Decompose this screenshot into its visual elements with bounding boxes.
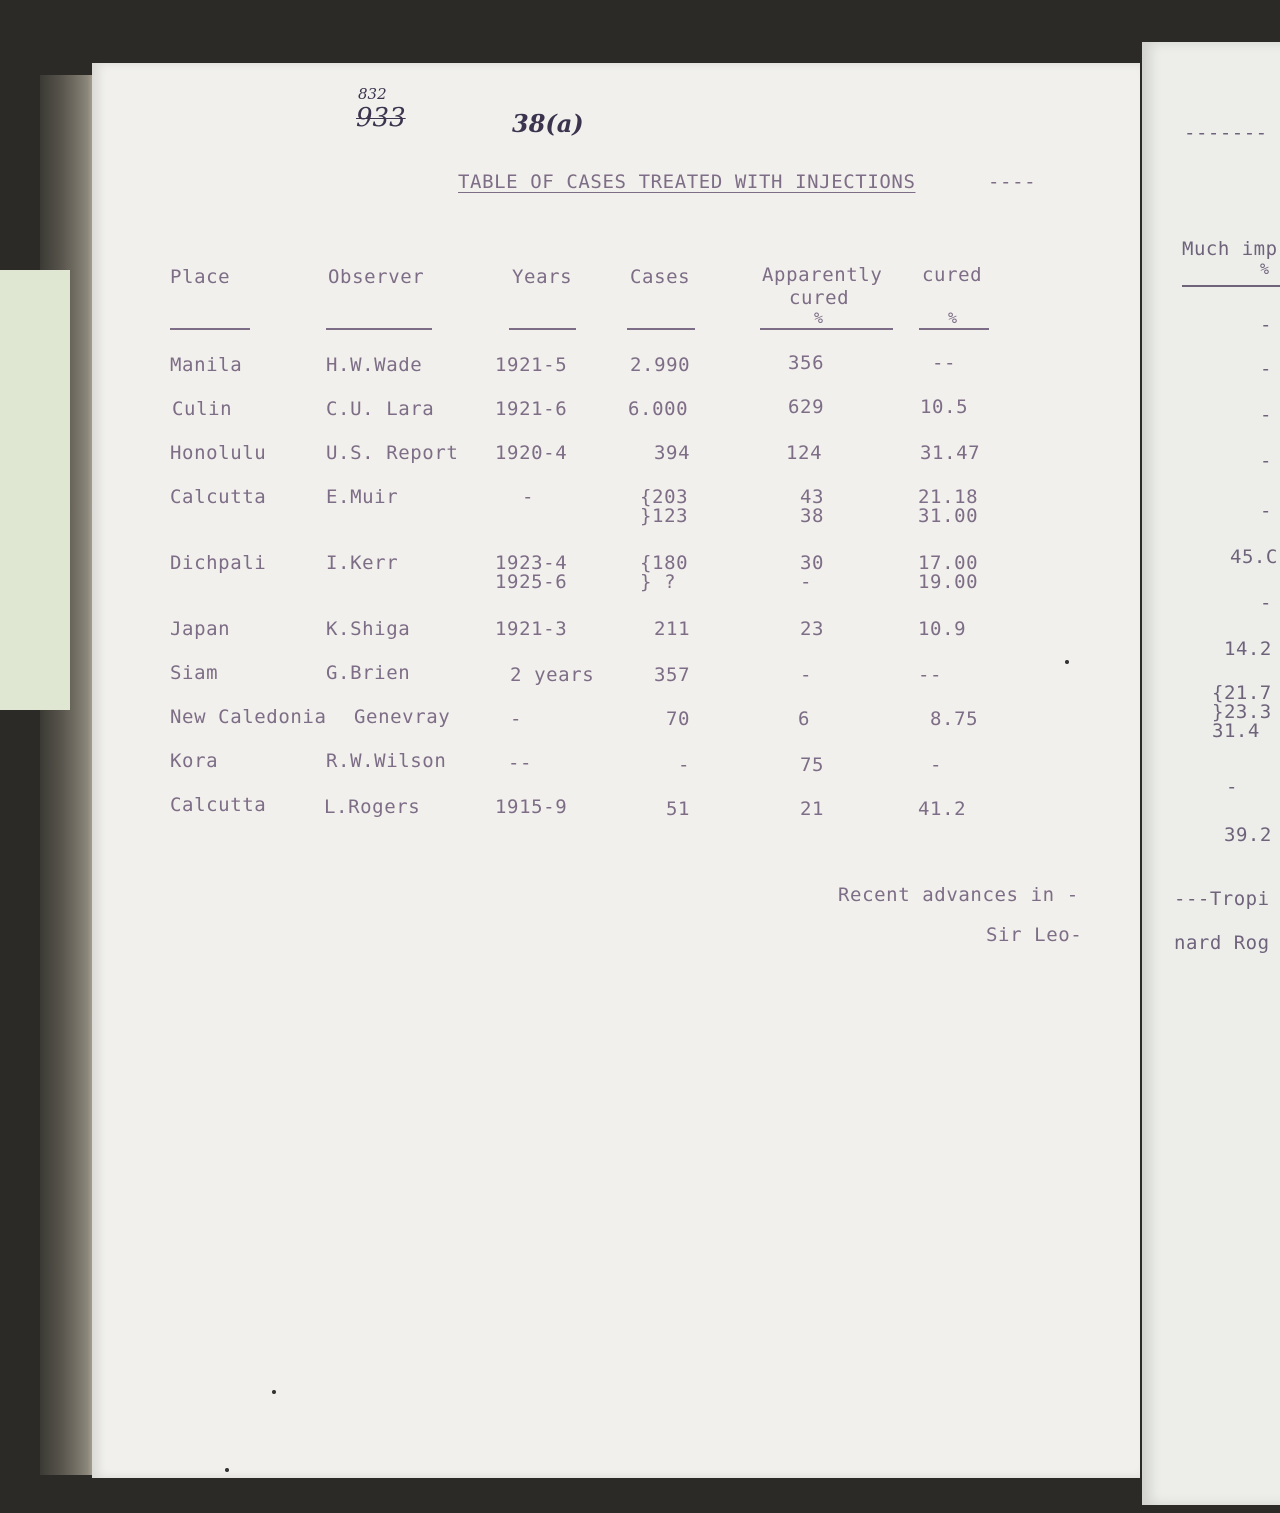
facing-dashes: ------- xyxy=(1184,122,1268,144)
col-years: Years xyxy=(512,266,573,288)
cell-place: Culin xyxy=(172,398,233,420)
rule-years xyxy=(509,328,576,330)
cell-cases: {203 }123 xyxy=(640,486,689,527)
cell-apparently: 30 - xyxy=(800,552,825,593)
cell-cured: 31.47 xyxy=(920,442,981,464)
col-apparently-line2: cured xyxy=(789,287,850,309)
col-apparently-line1: Apparently xyxy=(762,264,883,286)
cell-observer: L.Rogers xyxy=(324,796,421,818)
cell-cured: 21.18 31.00 xyxy=(918,486,979,527)
document-page xyxy=(92,63,1140,1478)
cell-apparently: 356 xyxy=(788,352,825,374)
cell-years: 1921-6 xyxy=(495,398,568,420)
col-cases: Cases xyxy=(630,266,691,288)
cell-apparently: 124 xyxy=(786,442,823,464)
facing-value: - xyxy=(1260,500,1272,522)
facing-value: - xyxy=(1260,592,1272,614)
cell-observer: E.Muir xyxy=(326,486,399,508)
facing-value: - xyxy=(1260,450,1272,472)
cell-place: Calcutta xyxy=(170,794,267,816)
cell-place: Kora xyxy=(170,750,219,772)
facing-rule xyxy=(1182,285,1280,287)
cell-cured: - xyxy=(930,754,943,776)
cell-place: Dichpali xyxy=(170,552,267,574)
rule-cured xyxy=(919,328,989,330)
cell-apparently: 21 xyxy=(800,798,825,820)
facing-value: {21.7 }23.3 31.4 xyxy=(1212,682,1272,742)
cell-cases: - xyxy=(678,754,691,776)
facing-trailer-1: ---Tropi xyxy=(1174,888,1270,910)
facing-trailer-2: nard Rog xyxy=(1174,932,1270,954)
cell-observer: I.Kerr xyxy=(326,552,399,574)
cell-place: Honolulu xyxy=(170,442,267,464)
cell-years: 1921-3 xyxy=(495,618,568,640)
cell-observer: Genevray xyxy=(354,706,451,728)
cell-cases: 394 xyxy=(654,442,691,464)
cell-cured: 10.5 xyxy=(920,396,969,418)
cell-cured: 10.9 xyxy=(918,618,967,640)
facing-page xyxy=(1142,42,1280,1505)
rule-cases xyxy=(627,328,695,330)
cell-years: -- xyxy=(508,752,533,774)
handwritten-new-page-number: 832 xyxy=(358,85,387,103)
dust-speck xyxy=(272,1390,276,1394)
handwritten-folio: 38(a) xyxy=(512,109,584,138)
cell-observer: K.Shiga xyxy=(326,618,411,640)
facing-percent: % xyxy=(1260,260,1270,278)
cell-apparently: 6 xyxy=(798,708,811,730)
rule-place xyxy=(170,328,250,330)
facing-value: - xyxy=(1226,776,1238,798)
cell-cases: 357 xyxy=(654,664,691,686)
cell-cases: 2.990 xyxy=(630,354,691,376)
cell-observer: C.U. Lara xyxy=(326,398,435,420)
source-line-2: Sir Leo- xyxy=(986,924,1083,946)
col-observer: Observer xyxy=(328,266,425,288)
title-dash: ---- xyxy=(988,171,1037,193)
dust-speck xyxy=(1065,660,1069,664)
facing-value: - xyxy=(1260,314,1272,336)
cell-years: 1915-9 xyxy=(495,796,568,818)
cell-cases: 70 xyxy=(666,708,691,730)
cell-cases: 51 xyxy=(666,798,691,820)
facing-value: - xyxy=(1260,404,1272,426)
cell-apparently: 43 38 xyxy=(800,486,825,527)
cell-place: Calcutta xyxy=(170,486,267,508)
col-place: Place xyxy=(170,266,231,288)
facing-value: 39.2 xyxy=(1224,824,1272,846)
cell-cases: 211 xyxy=(654,618,691,640)
cell-cured: -- xyxy=(918,664,943,686)
source-line-1: Recent advances in - xyxy=(838,884,1079,906)
cell-years: 1921-5 xyxy=(495,354,568,376)
cell-place: Japan xyxy=(170,618,231,640)
cell-years: 1923-4 1925-6 xyxy=(495,552,568,593)
cell-cured: -- xyxy=(932,352,957,374)
cell-place: Manila xyxy=(170,354,243,376)
cell-years: 1920-4 xyxy=(495,442,568,464)
cell-observer: R.W.Wilson xyxy=(326,750,447,772)
paper-tab xyxy=(0,270,70,710)
cell-cured: 17.00 19.00 xyxy=(918,552,979,593)
col-cured-percent: % xyxy=(948,309,958,327)
cell-apparently: 75 xyxy=(800,754,825,776)
cell-apparently: - xyxy=(800,664,813,686)
facing-value: 14.2 xyxy=(1224,638,1272,660)
cell-cases: 6.000 xyxy=(628,398,689,420)
cell-observer: H.W.Wade xyxy=(326,354,423,376)
col-cured: cured xyxy=(922,264,983,286)
cell-observer: G.Brien xyxy=(326,662,411,684)
col-apparently-percent: % xyxy=(814,309,824,327)
cell-apparently: 23 xyxy=(800,618,825,640)
handwritten-old-page-number: 933 xyxy=(356,103,406,133)
cell-years: - xyxy=(522,486,535,508)
facing-value: 45.C xyxy=(1230,546,1278,568)
cell-observer: U.S. Report xyxy=(326,442,459,464)
cell-place: New Caledonia xyxy=(170,706,327,728)
page-title: TABLE OF CASES TREATED WITH INJECTIONS xyxy=(458,171,916,193)
cell-apparently: 629 xyxy=(788,396,825,418)
cell-cured: 8.75 xyxy=(930,708,979,730)
rule-apparently xyxy=(760,328,893,330)
cell-cured: 41.2 xyxy=(918,798,967,820)
cell-place: Siam xyxy=(170,662,219,684)
facing-value: - xyxy=(1260,358,1272,380)
cell-years: 2 years xyxy=(510,664,595,686)
facing-heading: Much imp xyxy=(1182,238,1278,260)
rule-observer xyxy=(326,328,432,330)
cell-years: - xyxy=(510,708,523,730)
dust-speck xyxy=(225,1468,229,1472)
cell-cases: {180 } ? xyxy=(640,552,689,593)
